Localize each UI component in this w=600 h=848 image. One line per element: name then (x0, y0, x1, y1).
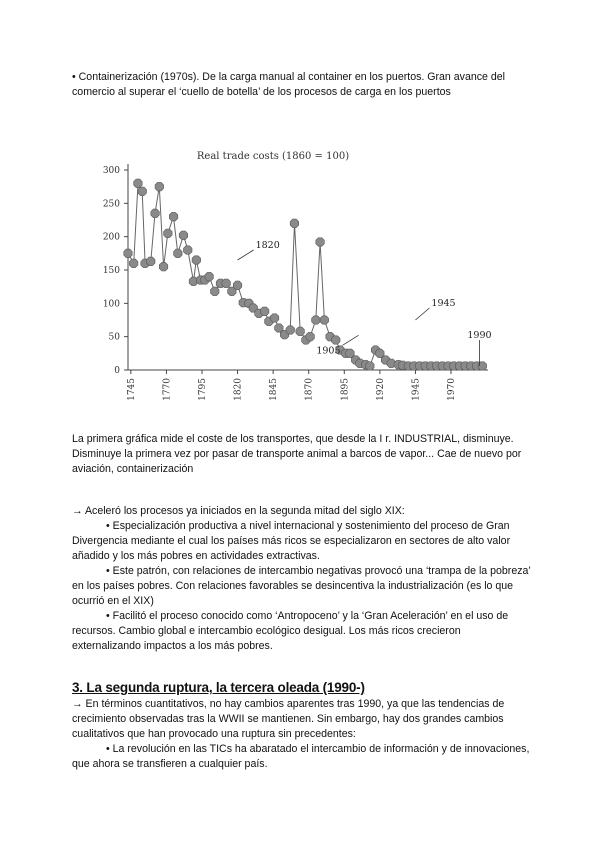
data-point (174, 249, 183, 258)
data-point (151, 209, 160, 218)
data-point (169, 212, 178, 221)
trade-costs-chart (88, 142, 508, 412)
data-point (179, 231, 188, 240)
section-heading: 3. La segunda ruptura, la tercera oleada (1990-) (72, 680, 365, 695)
section-intro: → En términos cuantitativos, no hay cambios aparentes tras 1990, ya que las tendencias de crecimiento observadas tras la WWII se mantienen. Sin embargo, hay dos grandes cambios cualitativos que han provocado una ruptura sin precedentes: (72, 698, 505, 740)
data-point (332, 336, 341, 344)
data-point (134, 179, 143, 188)
y-tick-label: 100 (102, 299, 120, 310)
data-point (129, 259, 138, 268)
bullet-anthropocene-text: • Facilitó el proceso conocido como ‘Antropoceno’ y la ‘Gran Aceleración’ en el uso de recursos. Cambio global e intercambio ecológico desigual. Los más ricos crecieron externalizando impactos a los más pobres. (72, 610, 509, 652)
annotation-label: 1990 (467, 330, 492, 341)
data-point (155, 182, 164, 191)
x-tick-label: 1770 (162, 378, 173, 401)
chart-explanation: La primera gráfica mide el coste de los transportes, que desde la I r. INDUSTRIAL, disminuye. Disminuye la primera vez por pasar de transporte animal a barcos de vapor... Cae de nuevo por aviación, containerización (72, 433, 522, 475)
data-point (316, 238, 325, 246)
x-tick-label: 1795 (197, 378, 208, 401)
x-tick-label: 1745 (126, 378, 137, 401)
data-point (296, 327, 305, 336)
x-tick-label: 1895 (340, 378, 351, 401)
x-tick-label: 1820 (233, 378, 244, 401)
bullet-anthropocene (72, 609, 532, 654)
data-point (159, 262, 168, 271)
data-point (290, 219, 299, 228)
data-point (275, 324, 284, 332)
data-point (192, 256, 201, 264)
annotation-arrow (415, 308, 429, 320)
chart-points (124, 179, 487, 370)
data-point (205, 272, 214, 281)
data-point (312, 316, 321, 324)
x-tick-label: 1845 (269, 378, 280, 401)
bullet-specialization-text: • Especialización productiva a nivel internacional y sostenimiento del proceso de Gran Divergencia mediante el cual los países más ricos se especializaron en sectores de alto valor añadido y los más pobres en actividades extractivas. (72, 520, 511, 562)
x-tick-label: 1870 (304, 378, 315, 401)
y-tick-label: 150 (102, 266, 120, 276)
y-tick-label: 250 (102, 199, 120, 210)
bullet-poverty-trap (72, 564, 532, 609)
data-point (320, 316, 329, 324)
data-point (286, 326, 295, 334)
data-point (270, 314, 279, 322)
data-point (222, 279, 231, 288)
chart-title: Real trade costs (1860 = 100) (196, 151, 350, 162)
bullet-poverty-trap-text: • Este patrón, con relaciones de intercambio negativas provocó una ‘trampa de la pobreza’ en los países pobres. Con relaciones favorables se desincentiva la industrialización (es lo que ocurrió en el XIX) (72, 565, 531, 607)
data-point (306, 332, 315, 341)
x-tick-label: 1920 (375, 378, 386, 401)
data-point (147, 257, 156, 266)
x-tick-label: 1945 (411, 378, 422, 401)
y-tick-label: 50 (108, 332, 120, 343)
bullet-ict (72, 742, 532, 772)
data-point (164, 229, 173, 238)
x-tick-label: 1970 (447, 378, 458, 401)
bullet-ict-text: • La revolución en las TICs ha abaratado el intercambio de información y de innovaciones, que ahora se transfieren a cualquier país. (72, 743, 530, 770)
data-point (184, 246, 193, 254)
intro-paragraph: • Containerización (1970s). De la carga manual al container en los puertos. Gran avance del comercio al superar el ‘cuello de botella’ de los procesos de carga en los puertos (72, 71, 505, 98)
data-point (260, 307, 269, 316)
bullet-specialization (72, 519, 532, 564)
y-tick-label: 300 (102, 166, 120, 176)
data-point (124, 249, 132, 258)
consequences-lead: → Aceleró los procesos ya iniciados en la segunda mitad del siglo XIX: (72, 505, 405, 517)
annotation-label: 1820 (255, 240, 280, 251)
annotation-arrow (343, 335, 359, 345)
annotation-label: 1905 (316, 345, 341, 357)
data-point (211, 287, 220, 296)
y-tick-label: 0 (114, 366, 120, 376)
data-point (138, 187, 147, 196)
annotation-label: 1945 (431, 298, 456, 309)
annotation-arrow (238, 250, 254, 260)
chart-annotations (238, 240, 492, 366)
y-tick-label: 200 (102, 232, 120, 243)
data-point (233, 281, 242, 290)
data-point (366, 362, 375, 370)
